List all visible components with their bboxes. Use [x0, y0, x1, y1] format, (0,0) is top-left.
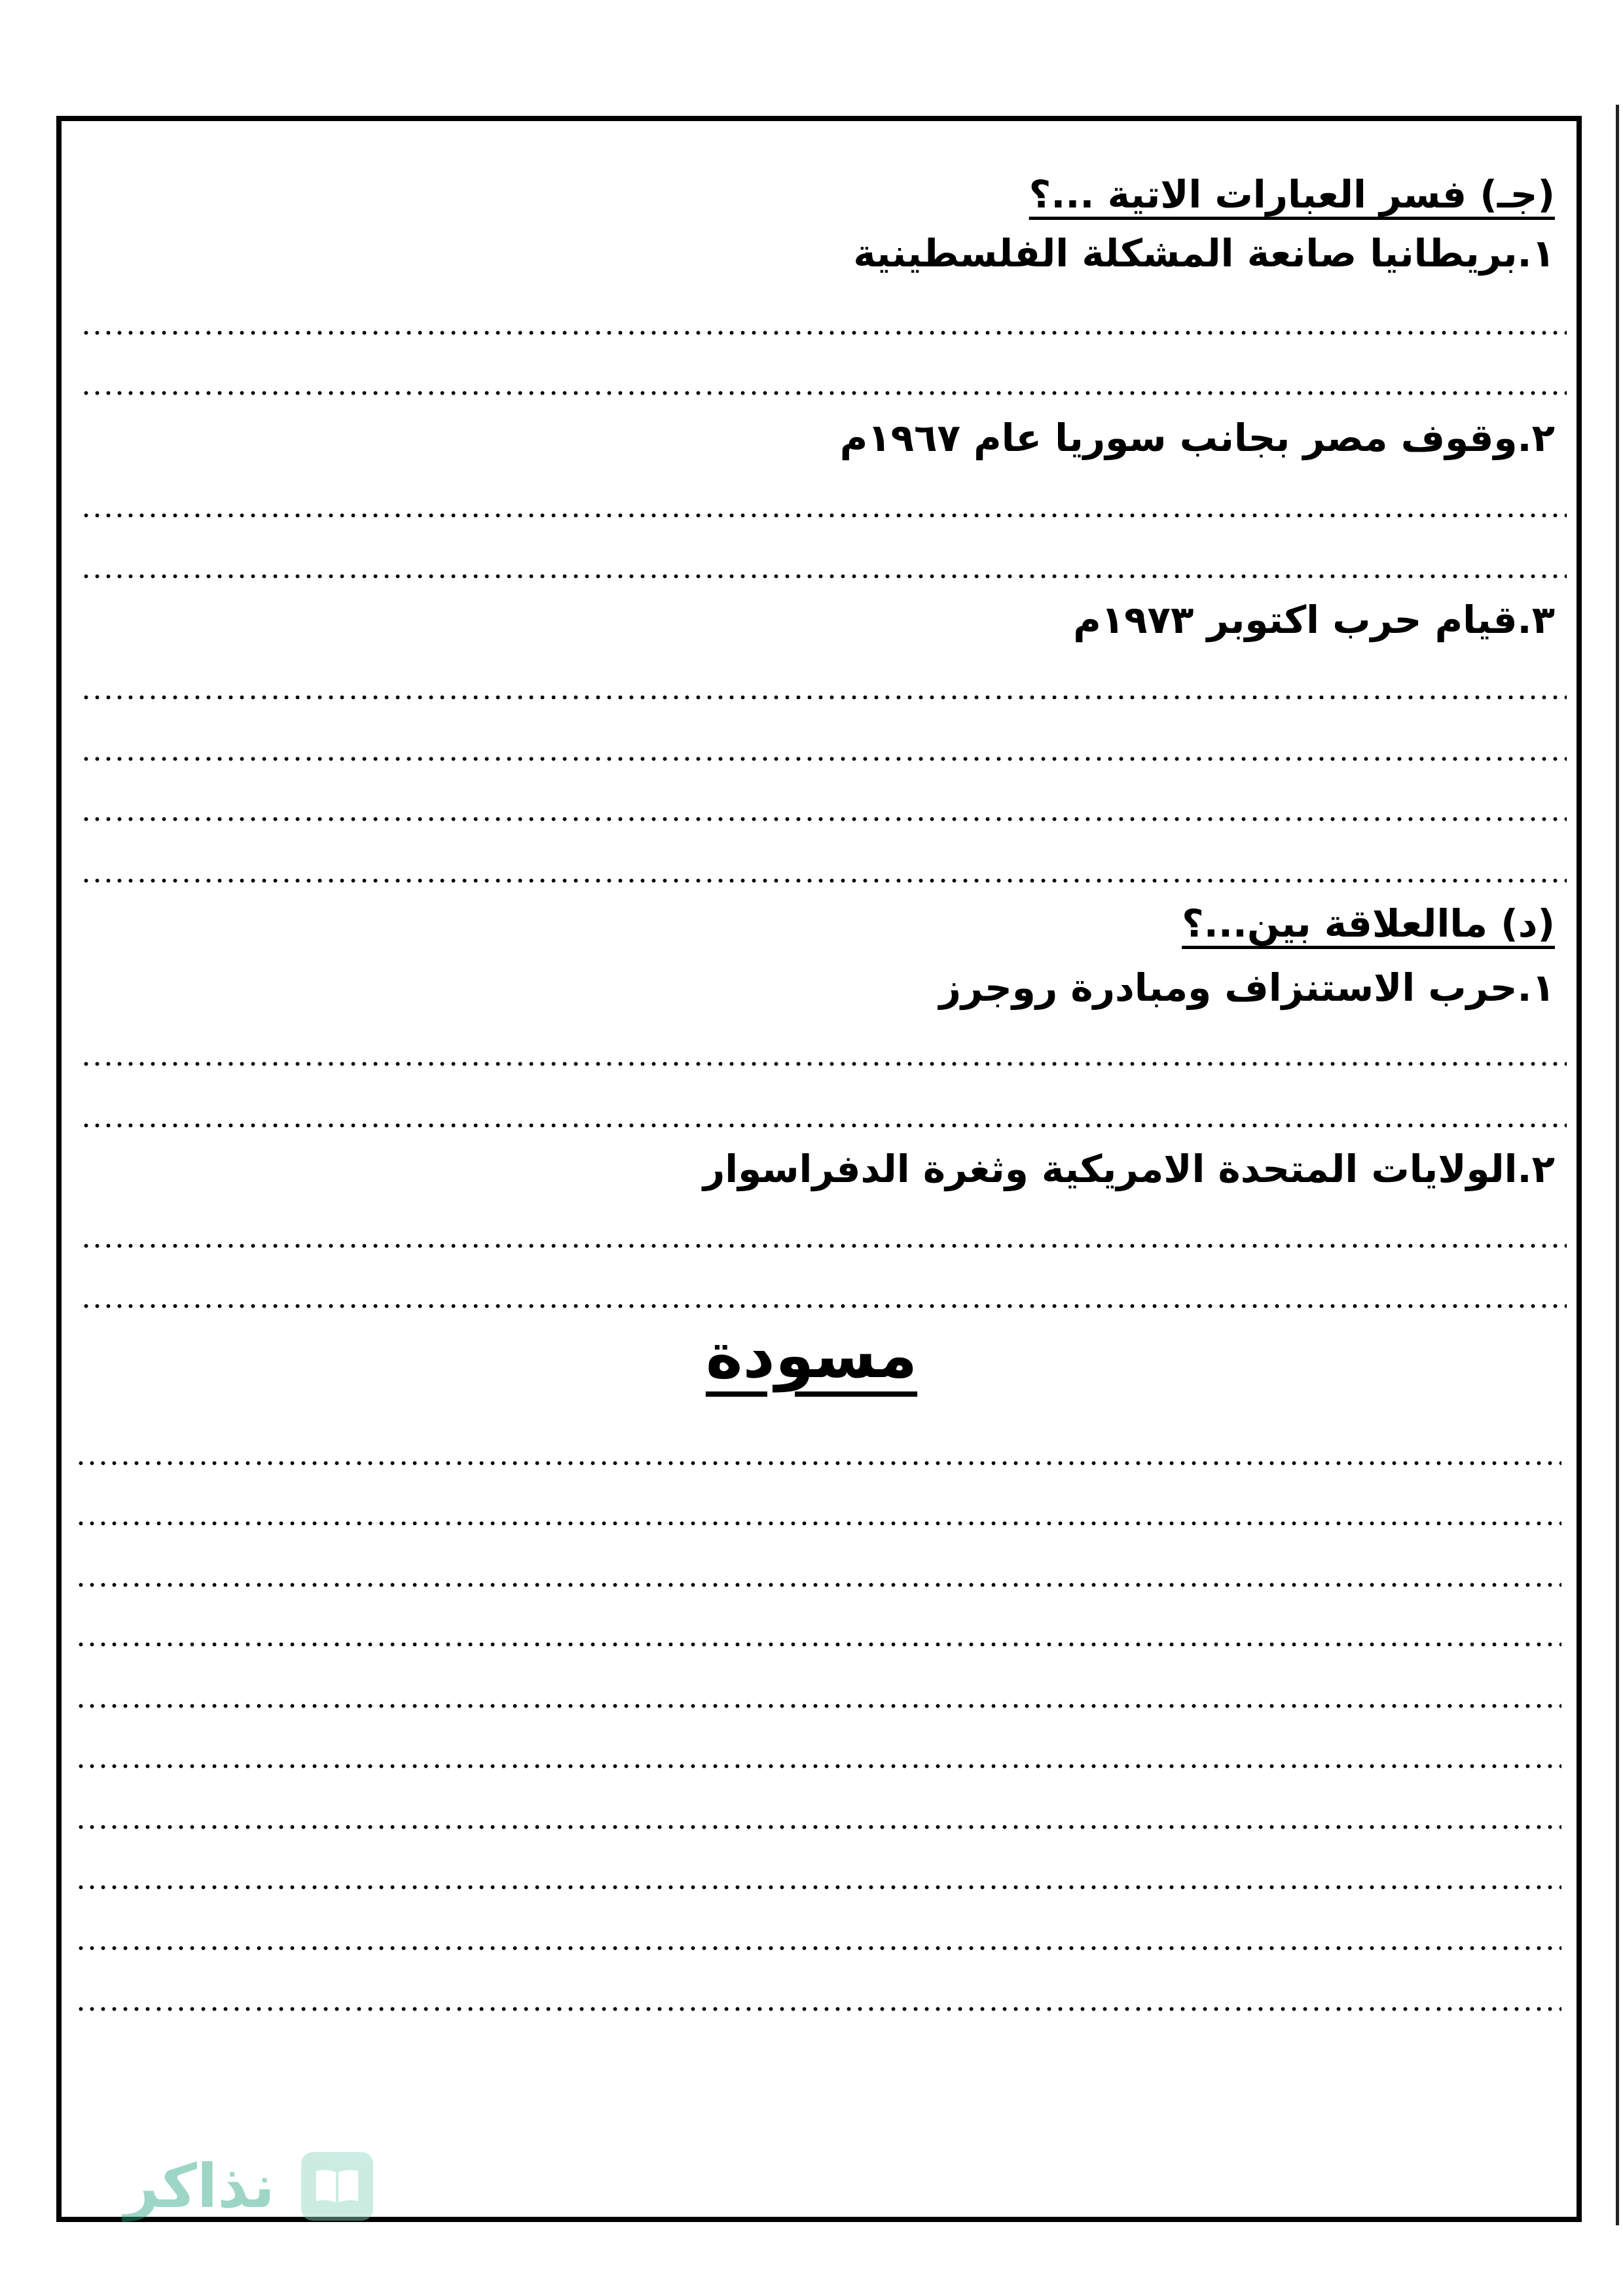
- page-edge-line: [1616, 105, 1619, 2225]
- answer-line: [81, 1060, 1567, 1066]
- section-c-item-2: ٢.وقوف مصر بجانب سوريا عام ١٩٦٧م: [839, 416, 1555, 460]
- draft-line: [75, 1519, 1561, 1526]
- answer-line: [81, 755, 1567, 761]
- draft-line: [75, 2005, 1561, 2011]
- section-d-heading: (د) ماالعلاقة بين...؟: [1182, 901, 1555, 946]
- open-book-icon: [301, 2152, 373, 2221]
- nathaker-logo: [124, 2150, 373, 2222]
- section-d-item-2: ٢.الولايات المتحدة الامريكية وثغرة الدفراسوار: [702, 1147, 1555, 1191]
- draft-line: [75, 1883, 1561, 1890]
- section-d-item-1: ١.حرب الاستنزاف ومبادرة روجرز: [939, 965, 1555, 1010]
- answer-line: [81, 1121, 1567, 1128]
- logo-text: نذاكر: [124, 2151, 275, 2221]
- draft-line: [75, 1944, 1561, 1950]
- section-c-item-1: ١.بريطانيا صانعة المشكلة الفلسطينية: [853, 231, 1555, 276]
- answer-line: [81, 1242, 1567, 1248]
- draft-title: مسودة: [705, 1319, 918, 1392]
- answer-line: [81, 876, 1567, 883]
- draft-line: [75, 1459, 1561, 1465]
- answer-line: [81, 693, 1567, 700]
- answer-line: [81, 511, 1567, 518]
- draft-line: [75, 1581, 1561, 1587]
- section-c-item-3: ٣.قيام حرب اكتوبر ١٩٧٣م: [1073, 598, 1555, 642]
- answer-line: [81, 815, 1567, 821]
- draft-line: [75, 1640, 1561, 1647]
- section-c-heading: (جـ) فسر العبارات الاتية ...؟: [1029, 172, 1555, 217]
- answer-line: [81, 572, 1567, 579]
- answer-line: [81, 1302, 1567, 1308]
- draft-line: [75, 1823, 1561, 1829]
- draft-line: [75, 1702, 1561, 1708]
- draft-line: [75, 1762, 1561, 1768]
- answer-line: [81, 329, 1567, 335]
- answer-line: [81, 389, 1567, 395]
